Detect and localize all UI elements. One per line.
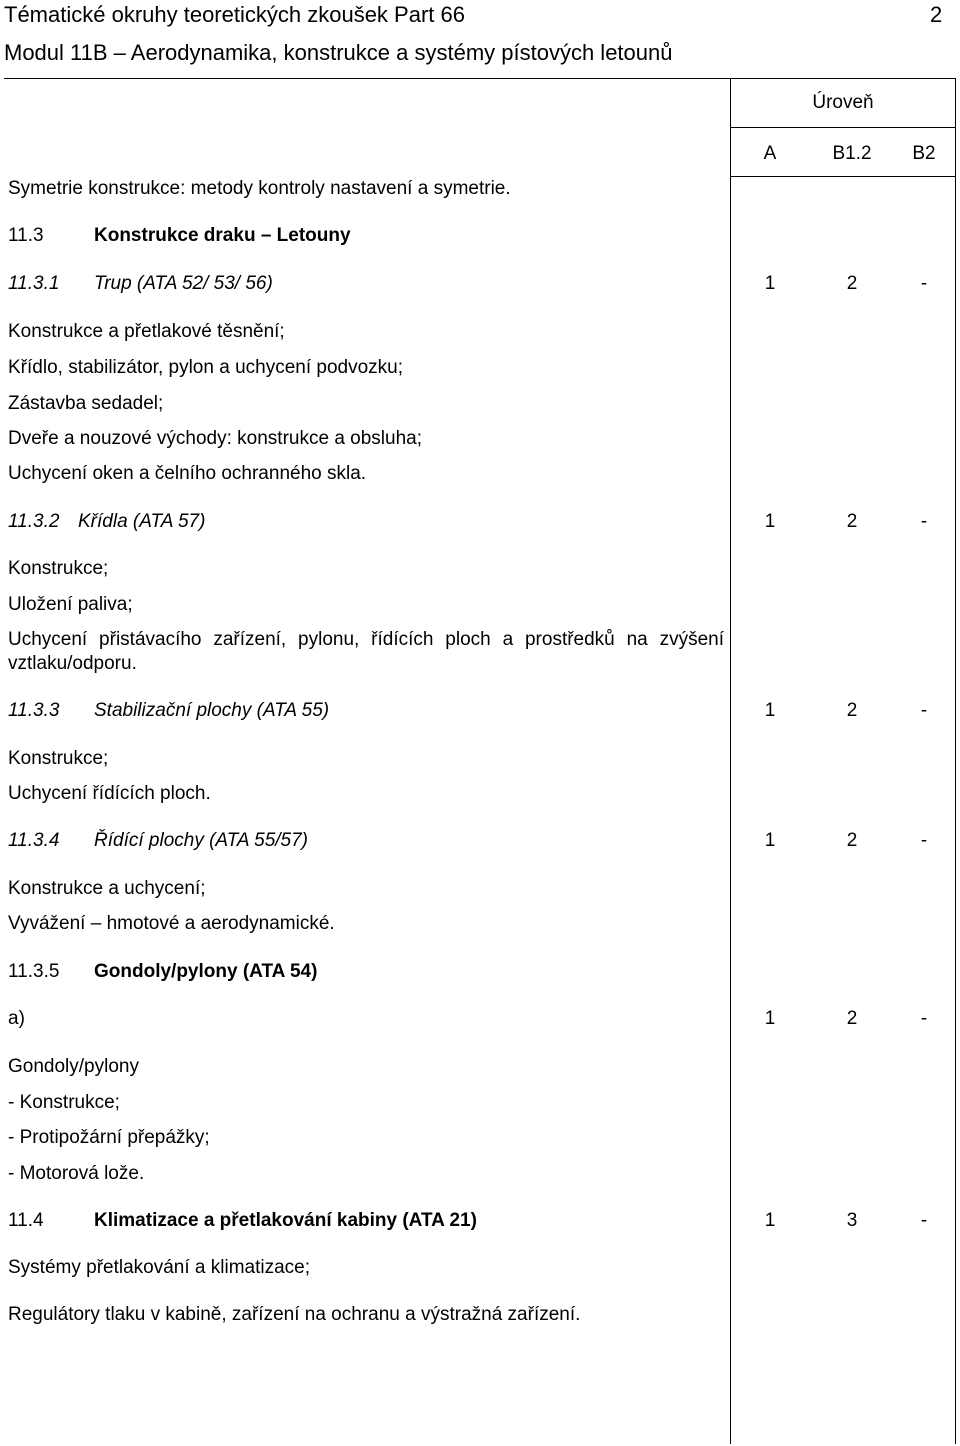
list-item: - Motorová lože.	[8, 1163, 145, 1184]
list-item: Uložení paliva;	[8, 594, 133, 615]
subsection-title: Řídící plochy (ATA 55/57)	[94, 830, 309, 851]
subsection-number: 11.3.5	[8, 961, 60, 982]
level-columns-rule	[730, 176, 956, 177]
subsection-title: Stabilizační plochy (ATA 55)	[94, 700, 330, 721]
list-item: Uchycení oken a čelního ochranného skla.	[8, 463, 367, 484]
level-a: 1	[764, 830, 776, 851]
page-number: 2	[930, 2, 943, 27]
section-title: Klimatizace a přetlakování kabiny (ATA 21)	[94, 1210, 477, 1231]
section-number: 11.4	[8, 1210, 44, 1231]
level-b2: -	[920, 1210, 928, 1231]
intro-text: Symetrie konstrukce: metody kontroly nastavení a symetrie.	[8, 178, 511, 199]
list-item: - Protipožární přepážky;	[8, 1127, 210, 1148]
section-title: Konstrukce draku – Letouny	[94, 225, 351, 246]
level-title-rule	[730, 127, 956, 128]
level-b12: 2	[846, 830, 858, 851]
level-b2: -	[920, 1008, 928, 1029]
subsection-title: Gondoly/pylony (ATA 54)	[94, 961, 318, 982]
level-b2: -	[920, 511, 928, 532]
level-b12: 2	[846, 273, 858, 294]
list-item: Konstrukce a přetlakové těsnění;	[8, 321, 285, 342]
list-item: Křídlo, stabilizátor, pylon a uchycení podvozku;	[8, 357, 404, 378]
list-item: Vyvážení – hmotové a aerodynamické.	[8, 913, 335, 934]
level-a: 1	[764, 511, 776, 532]
list-item: Uchycení přistávacího zařízení, pylonu, řídících ploch a prostředků na zvýšení vztlaku/odporu.	[8, 629, 724, 674]
header-rule	[4, 78, 956, 79]
level-b2: -	[920, 700, 928, 721]
level-b12: 2	[846, 700, 858, 721]
level-b2: -	[920, 273, 928, 294]
list-item: Systémy přetlakování a klimatizace;	[8, 1257, 311, 1278]
level-col-b12: B1.2	[832, 143, 872, 164]
level-header: Úroveň	[812, 92, 874, 113]
level-column-right-rule	[955, 78, 956, 1444]
level-column-left-rule	[730, 78, 731, 1444]
list-item: - Konstrukce;	[8, 1092, 120, 1113]
subsection-number: 11.3.2	[8, 511, 60, 532]
level-a: 1	[764, 700, 776, 721]
list-item: Konstrukce;	[8, 748, 109, 769]
list-item: Regulátory tlaku v kabině, zařízení na ochranu a výstražná zařízení.	[8, 1304, 581, 1325]
level-b2: -	[920, 830, 928, 851]
subsection-title: Trup (ATA 52/ 53/ 56)	[94, 273, 273, 294]
list-item: Dveře a nouzové východy: konstrukce a obsluha;	[8, 428, 423, 449]
section-number: 11.3	[8, 225, 44, 246]
sub-item-label: a)	[8, 1008, 25, 1029]
level-col-a: A	[763, 143, 777, 164]
list-item: Konstrukce;	[8, 558, 109, 579]
subsection-title: Křídla (ATA 57)	[78, 511, 206, 532]
list-item: Zástavba sedadel;	[8, 393, 164, 414]
subsection-number: 11.3.3	[8, 700, 60, 721]
level-b12: 3	[846, 1210, 858, 1231]
list-item: Uchycení řídících ploch.	[8, 783, 211, 804]
level-a: 1	[764, 1008, 776, 1029]
subsection-number: 11.3.4	[8, 830, 60, 851]
list-item: Gondoly/pylony	[8, 1056, 139, 1077]
module-title: Modul 11B – Aerodynamika, konstrukce a systémy pístových letounů	[4, 40, 673, 65]
level-b12: 2	[846, 511, 858, 532]
level-b12: 2	[846, 1008, 858, 1029]
level-col-b2: B2	[912, 143, 936, 164]
list-item: Konstrukce a uchycení;	[8, 878, 206, 899]
level-a: 1	[764, 1210, 776, 1231]
document-title: Tématické okruhy teoretických zkoušek Part 66	[4, 2, 465, 27]
level-a: 1	[764, 273, 776, 294]
subsection-number: 11.3.1	[8, 273, 60, 294]
